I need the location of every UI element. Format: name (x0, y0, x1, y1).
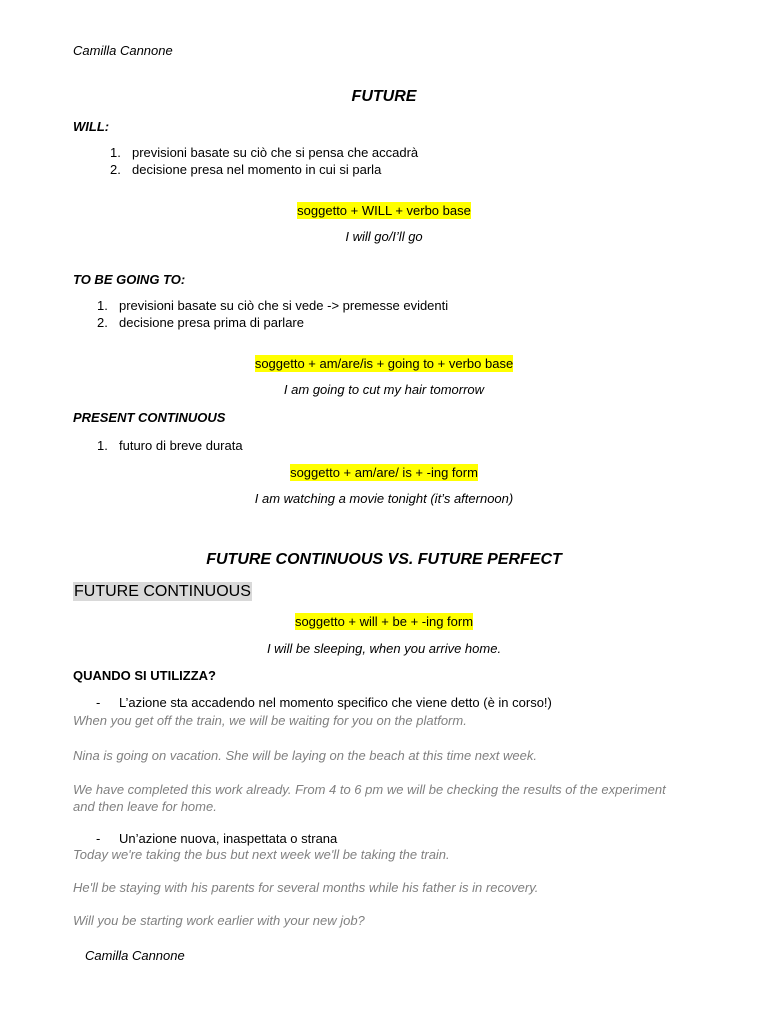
bullet-dash: - (96, 831, 101, 846)
will-formula (0, 203, 768, 218)
will-example: I will go/I’ll go (345, 229, 423, 244)
list-number: 1. (110, 145, 121, 160)
list-number: 2. (110, 162, 121, 177)
page-title: FUTURE (351, 88, 417, 105)
list-item-text: previsioni basate su ciò che si vede -> premesse evidenti (119, 298, 449, 313)
bullet-text: Un’azione nuova, inaspettata o strana (119, 831, 338, 846)
present-continuous-heading: PRESENT CONTINUOUS (73, 410, 226, 425)
list-item-text: decisione presa nel momento in cui si parla (132, 162, 382, 177)
bullet-item (96, 831, 337, 846)
bullet-dash: - (96, 695, 101, 710)
example-sentence: Today we're taking the bus but next week we'll be taking the train. (73, 847, 450, 862)
example-sentence: and then leave for home. (73, 799, 217, 814)
will-heading: WILL: (73, 119, 110, 134)
list-number: 1. (97, 298, 108, 313)
author-name: Camilla Cannone (73, 43, 173, 58)
going-to-example: I am going to cut my hair tomorrow (283, 382, 485, 397)
formula-highlight: soggetto + WILL + verbo base (297, 203, 471, 218)
future-continuous-subheading (73, 583, 252, 601)
present-continuous-example: I am watching a movie tonight (it’s afternoon) (254, 491, 514, 506)
list-item (110, 145, 418, 160)
list-item-text: decisione presa prima di parlare (119, 315, 304, 330)
present-continuous-formula (0, 465, 768, 480)
formula-highlight: soggetto + am/are/is + going to + verbo base (254, 356, 514, 371)
going-to-formula (0, 356, 768, 371)
section-title: FUTURE CONTINUOUS VS. FUTURE PERFECT (206, 551, 562, 568)
list-item-text: futuro di breve durata (119, 438, 243, 453)
list-item-text: previsioni basate su ciò che si pensa che accadrà (132, 145, 419, 160)
future-continuous-example: I will be sleeping, when you arrive home. (266, 641, 502, 656)
bullet-text: L’azione sta accadendo nel momento specifico che viene detto (è in corso!) (119, 695, 552, 710)
going-to-heading: TO BE GOING TO: (73, 272, 186, 287)
future-continuous-formula (0, 614, 768, 629)
list-item (97, 298, 448, 313)
example-sentence: He'll be staying with his parents for several months while his father is in recovery. (73, 880, 539, 895)
example-sentence: We have completed this work already. From 4 to 6 pm we will be checking the results of the experiment (73, 782, 666, 797)
list-number: 2. (97, 315, 108, 330)
example-sentence: When you get off the train, we will be waiting for you on the platform. (73, 713, 467, 728)
list-item (97, 315, 304, 330)
when-heading: QUANDO SI UTILIZZA? (73, 668, 216, 683)
bullet-item (96, 695, 552, 710)
subheading-text: FUTURE CONTINUOUS (74, 583, 251, 600)
author-name-bottom: Camilla Cannone (85, 948, 185, 963)
list-item (97, 438, 243, 453)
formula-highlight: soggetto + will + be + -ing form (294, 614, 474, 629)
example-sentence: Will you be starting work earlier with your new job? (73, 913, 365, 928)
example-sentence: Nina is going on vacation. She will be laying on the beach at this time next week. (73, 748, 537, 763)
list-item (110, 162, 381, 177)
list-number: 1. (97, 438, 108, 453)
formula-highlight: soggetto + am/are/ is + -ing form (290, 465, 478, 480)
